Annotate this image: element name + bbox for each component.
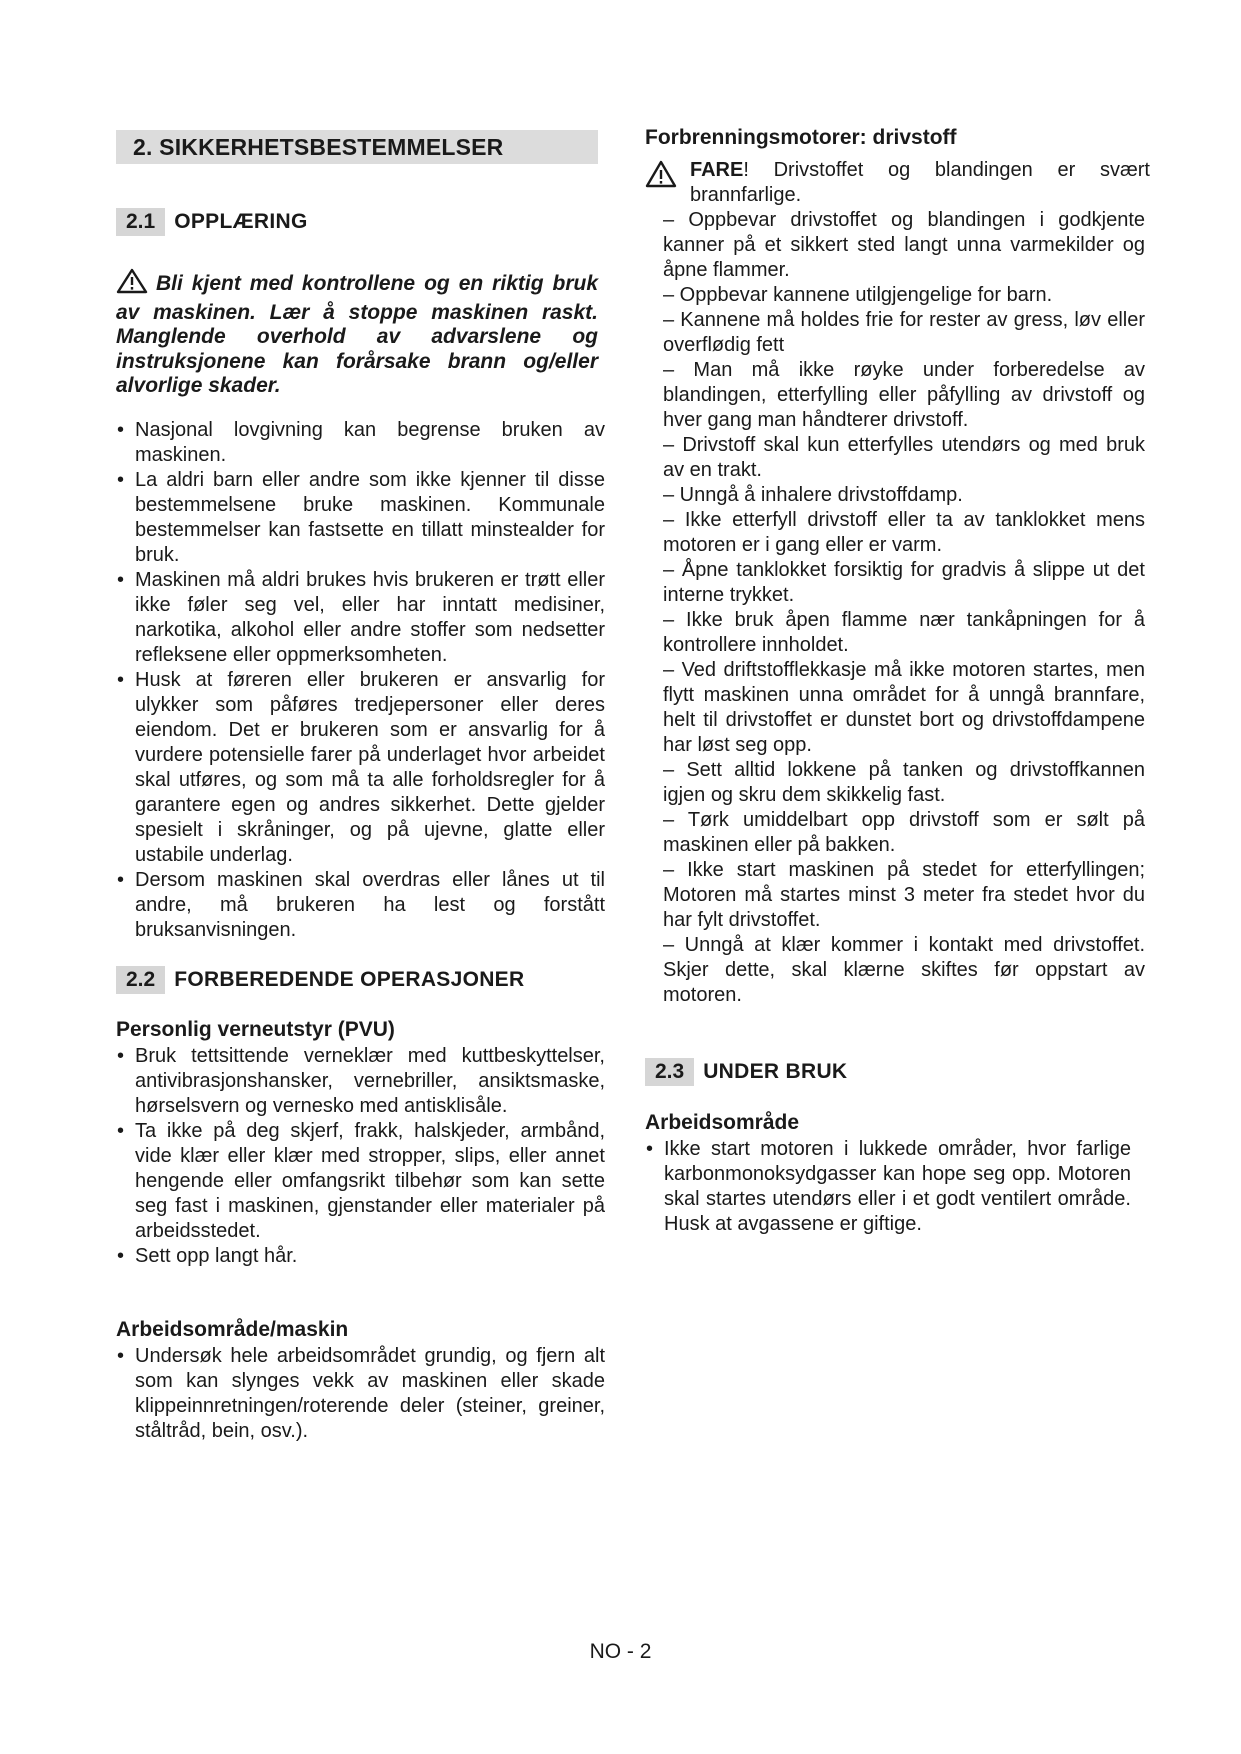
chapter-heading: 2. SIKKERHETSBESTEMMELSER xyxy=(116,130,598,164)
work-area-subheading: Arbeidsområde xyxy=(645,1111,800,1134)
fuel-danger-note xyxy=(645,158,1150,208)
pvu-list xyxy=(116,1044,605,1269)
list-item: – Ikke etterfyll drivstoff eller ta av tanklokket mens motoren er i gang eller er varm. xyxy=(663,509,1145,556)
list-item: – Unngå at klær kommer i kontakt med drivstoffet. Skjer dette, skal klærne skiftes før oppstart av motoren. xyxy=(663,934,1145,1006)
list-item: • Ta ikke på deg skjerf, frakk, halskjeder, armbånd, vide klær eller klær med stropper, slips, eller annet hengende eller omfangsrikt tilbehør som kan sette seg fast i maskinen, gjenstander eller materialer på arbeidsstedet. xyxy=(116,1119,605,1244)
list-item: • Ikke start motoren i lukkede områder, hvor farlige karbonmonoksydgasser kan hope seg opp. Motoren skal startes utendørs eller i et godt ventilert område. Husk at avgassene er giftige. xyxy=(645,1137,1131,1237)
fuel-list xyxy=(663,208,1145,1008)
pvu-subheading: Personlig verneutstyr (PVU) xyxy=(116,1018,395,1041)
list-item: – Drivstoff skal kun etterfylles utendørs og med bruk av en trakt. xyxy=(663,434,1145,481)
list-item: – Kannene må holdes frie for rester av gress, løv eller overflødig fett xyxy=(663,309,1145,356)
list-item: – Sett alltid lokkene på tanken og drivstoffkannen igjen og skru dem skikkelig fast. xyxy=(663,759,1145,806)
work-area-machine-list xyxy=(116,1344,605,1444)
training-warning xyxy=(116,268,598,399)
section-title: OPPLÆRING xyxy=(174,210,308,233)
section-2-1-heading xyxy=(116,208,308,236)
list-item: – Ikke start maskinen på stedet for etterfyllingen; Motoren må startes minst 3 meter fra stedet hvor du har fylt drivstoffet. xyxy=(663,859,1145,931)
section-2-3-heading xyxy=(645,1058,847,1086)
warning-triangle-icon xyxy=(116,268,148,301)
page-number: NO - 2 xyxy=(589,1640,652,1663)
list-item: • Husk at føreren eller brukeren er ansvarlig for ulykker som påføres tredjepersoner eller deres eiendom. Det er brukeren som er ansvarlig for å vurdere potensielle farer på underlaget hvor arbeidet skal utføres, og som må ta alle forholdsregler for å garantere egen og andres sikkerhet. Dette gjelder spesielt i skråninger, og på ujevne, glatte eller ustabile underlag. xyxy=(116,668,605,868)
training-list xyxy=(116,418,605,943)
danger-text: ! Drivstoffet og blandingen er svært brannfarlige. xyxy=(690,159,1150,206)
warning-text: Bli kjent med kontrollene og en riktig bruk av maskinen. Lær å stoppe maskinen raskt. Manglende overhold av advarslene og instruksjonene kan forårsake brann og/eller alvorlige skader. xyxy=(116,272,598,397)
list-item: • La aldri barn eller andre som ikke kjenner til disse bestemmelsene bruke maskinen. Kommunale bestemmelser kan fastsette en tillatt minstealder for bruk. xyxy=(116,468,605,568)
fuel-subheading: Forbrenningsmotorer: drivstoff xyxy=(645,126,957,149)
list-item: • Maskinen må aldri brukes hvis brukeren er trøtt eller ikke føler seg vel, eller har inntatt medisiner, narkotika, alkohol eller andre stoffer som nedsetter refleksene eller oppmerksomheten. xyxy=(116,568,605,668)
list-item: • Dersom maskinen skal overdras eller lånes ut til andre, må brukeren ha lest og forstått bruksanvisningen. xyxy=(116,868,605,943)
section-title: UNDER BRUK xyxy=(703,1060,848,1083)
section-2-2-heading xyxy=(116,966,524,994)
list-item: – Oppbevar drivstoffet og blandingen i godkjente kanner på et sikkert sted langt unna varmekilder og åpne flammer. xyxy=(663,209,1145,281)
list-item: • Nasjonal lovgivning kan begrense bruken av maskinen. xyxy=(116,418,605,468)
list-item: • Undersøk hele arbeidsområdet grundig, og fjern alt som kan slynges vekk av maskinen eller skade klippeinnretningen/roterende deler (steiner, greiner, ståltråd, bein, osv.). xyxy=(116,1344,605,1444)
list-item: – Unngå å inhalere drivstoffdamp. xyxy=(663,484,963,506)
list-item: – Tørk umiddelbart opp drivstoff som er sølt på maskinen eller på bakken. xyxy=(663,809,1145,856)
work-area-machine-subheading: Arbeidsområde/maskin xyxy=(116,1318,349,1341)
danger-label: FARE xyxy=(690,159,744,181)
list-item: • Sett opp langt hår. xyxy=(116,1244,605,1269)
list-item: – Oppbevar kannene utilgjengelige for barn. xyxy=(663,284,1053,306)
section-number: 2.2 xyxy=(116,966,165,994)
section-number: 2.1 xyxy=(116,208,165,236)
list-item: • Bruk tettsittende verneklær med kuttbeskyttelser, antivibrasjonshansker, vernebriller, ansiktsmaske, hørselsvern og vernesko med antisklisåle. xyxy=(116,1044,605,1119)
list-item: – Man må ikke røyke under forberedelse av blandingen, etterfylling eller påfylling av drivstoff og hver gang man håndterer drivstoff. xyxy=(663,359,1145,431)
list-item: – Åpne tanklokket forsiktig for gradvis å slippe ut det interne trykket. xyxy=(663,559,1145,606)
section-number: 2.3 xyxy=(645,1058,694,1086)
section-title: FORBEREDENDE OPERASJONER xyxy=(174,968,525,991)
work-area-list xyxy=(645,1137,1131,1237)
list-item: – Ikke bruk åpen flamme nær tankåpningen for å kontrollere innholdet. xyxy=(663,609,1145,656)
warning-triangle-icon xyxy=(645,160,677,195)
list-item: – Ved driftstofflekkasje må ikke motoren startes, men flytt maskinen unna området for å unngå brannfare, helt til drivstoffet er dunstet bort og drivstoffdampene har løst seg opp. xyxy=(663,659,1145,756)
